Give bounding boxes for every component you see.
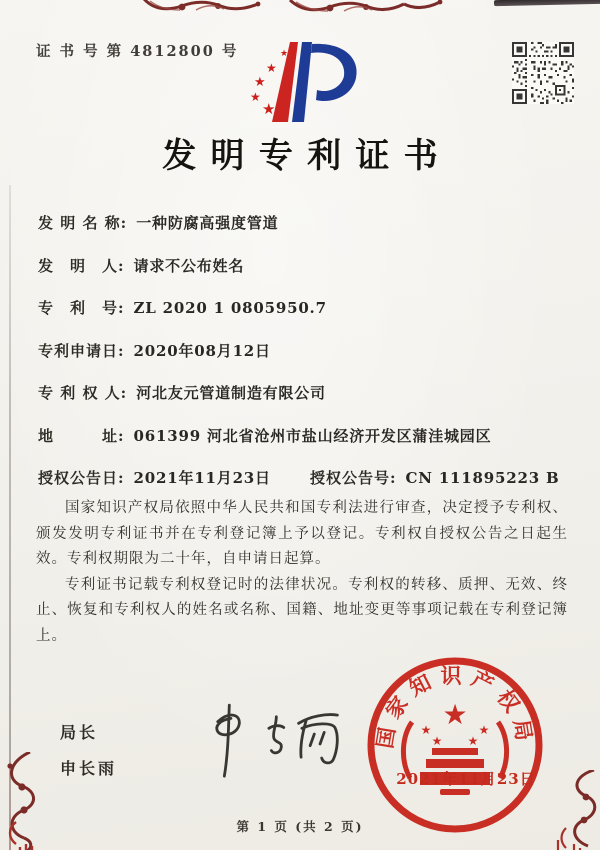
legal-text-block <box>36 496 568 649</box>
logo-star-icon: ★ <box>250 90 261 104</box>
field-value: 一种防腐高强度管道 <box>136 214 279 232</box>
logo-star-icon: ★ <box>254 75 266 90</box>
field-value: 河北友元管道制造有限公司 <box>136 384 326 402</box>
certificate-title: 发明专利证书 <box>162 136 452 176</box>
field-row-patentee <box>38 382 574 403</box>
field-value: 2020年08月12日 <box>133 341 271 360</box>
certificate-number: 证 书 号 第 4812800 号 <box>36 43 239 60</box>
svg-text:★: ★ <box>420 723 432 737</box>
official-seal-icon <box>360 650 550 840</box>
director-name: 申长雨 <box>60 759 118 778</box>
seal-date-stamp: 2021年11月23日 <box>396 770 536 788</box>
field-label: 授权公告日: <box>38 469 125 487</box>
field-value: 061399 河北省沧州市盐山经济开发区蒲洼城园区 <box>133 426 492 445</box>
logo-star-icon: ★ <box>280 49 289 59</box>
field-label: 专利申请日: <box>38 341 125 360</box>
logo-star-icon: ★ <box>266 61 277 75</box>
field-value: CN 111895223 B <box>405 469 560 487</box>
field-row-address <box>38 425 574 446</box>
bottom-left-border-ornament <box>0 752 48 850</box>
field-row-invention-title <box>38 212 574 233</box>
bottom-right-border-ornament <box>550 770 600 850</box>
field-grant-number <box>310 467 559 488</box>
field-row-patent-number <box>38 297 574 318</box>
field-label: 专 利 权 人: <box>38 384 128 402</box>
director-title: 局长 <box>60 723 99 742</box>
svg-text:★: ★ <box>467 734 479 748</box>
field-value: ZL 2020 1 0805950.7 <box>133 299 327 317</box>
paper-edge-line <box>9 185 11 850</box>
field-row-filing-date <box>38 340 574 361</box>
logo-star-icon: ★ <box>262 100 276 118</box>
svg-text:★: ★ <box>431 734 443 748</box>
field-row-grant-date <box>38 467 574 488</box>
field-label: 发 明 人: <box>38 256 125 275</box>
legal-paragraph-1: 国家知识产权局依照中华人民共和国专利法进行审查，决定授予专利权、颁发发明专利证书并在专利登记簿上予以登记。专利权自授权公告之日起生效。专利权期限为二十年，自申请日起算。 <box>36 500 568 567</box>
photo-background-edge <box>494 0 600 6</box>
field-label: 发 明 名 称: <box>38 214 128 232</box>
field-row-inventor <box>38 255 574 276</box>
field-label: 专 利 号: <box>38 299 125 317</box>
field-value: 请求不公布姓名 <box>133 256 245 275</box>
svg-text:★: ★ <box>478 723 490 737</box>
field-value: 2021年11月23日 <box>133 469 271 487</box>
director-signoff <box>60 720 117 792</box>
field-label: 授权公告号: <box>310 469 397 487</box>
page-footer: 第 1 页 (共 2 页) <box>236 819 364 834</box>
seal-agency-text: 国家知识产权局 <box>371 663 539 751</box>
field-list <box>38 212 574 510</box>
handwritten-signature-icon <box>193 694 358 789</box>
field-label: 地 址: <box>38 426 125 445</box>
top-border-ornament <box>140 0 460 18</box>
qr-code-icon <box>512 42 574 104</box>
svg-text:★: ★ <box>442 698 468 731</box>
cnipa-logo-graphic <box>228 34 378 126</box>
legal-paragraph-2: 专利证书记载专利权登记时的法律状况。专利权的转移、质押、无效、终止、恢复和专利权人的姓名或名称、国籍、地址变更等事项记载在专利登记簿上。 <box>36 576 568 644</box>
cnipa-logo-icon <box>228 34 378 126</box>
